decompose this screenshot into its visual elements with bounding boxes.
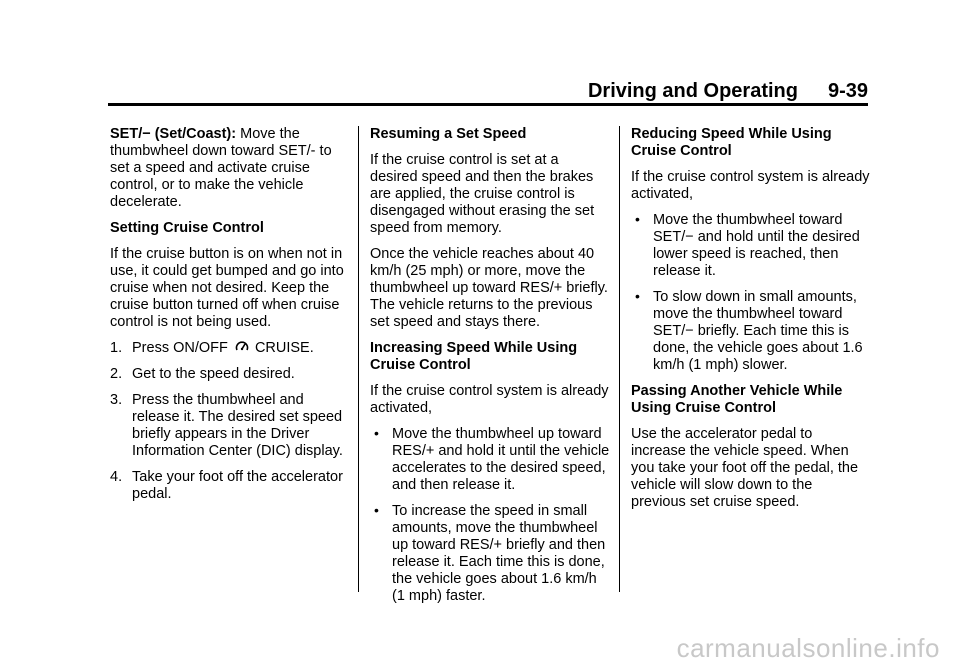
column-divider-2: [619, 126, 620, 592]
resuming-speed-heading: Resuming a Set Speed: [370, 126, 527, 142]
step-number: 2.: [110, 366, 123, 382]
step-text: Press the thumbwheel and release it. The desired set speed briefly appears in the Driver Information Center (DIC) display.: [132, 392, 343, 459]
step-text-suffix: CRUISE.: [254, 340, 314, 356]
page-number: 9-39: [827, 80, 868, 102]
step-1: [110, 340, 350, 357]
list-item: [370, 503, 610, 605]
reducing-intro: If the cruise control system is already activated,: [631, 169, 870, 202]
section-title: Driving and Operating: [587, 80, 798, 102]
passing-vehicle-heading: Passing Another Vehicle While Using Cruise Control: [631, 383, 843, 416]
bullet-icon: •: [635, 288, 640, 304]
set-coast-paragraph: [110, 126, 350, 211]
column-2: [370, 126, 610, 614]
step-number: 4.: [110, 469, 123, 485]
resuming-paragraph-2: Once the vehicle reaches about 40 km/h (25 mph) or more, move the thumbwheel up toward RES/+ briefly. The vehicle returns to the previous set speed and stays there.: [370, 246, 608, 330]
set-coast-text: Move the thumbwheel down toward SET/- to set a speed and activate cruise control, or to make the vehicle decelerate.: [110, 126, 332, 210]
list-item-text: To slow down in small amounts, move the thumbwheel toward SET/− briefly. Each time this is done, the vehicle goes about 1.6 km/h (1 mph) slower.: [653, 289, 863, 373]
set-coast-term: SET/− (Set/Coast):: [110, 126, 237, 142]
step-4: [110, 469, 350, 503]
setting-cruise-heading: Setting Cruise Control: [110, 220, 264, 236]
increasing-speed-heading: Increasing Speed While Using Cruise Control: [370, 340, 578, 373]
step-number: 1.: [110, 340, 123, 356]
header-rule: [108, 103, 868, 106]
list-item: [631, 289, 871, 374]
list-item-text: Move the thumbwheel toward SET/− and hold until the desired lower speed is reached, then release it.: [653, 212, 860, 279]
passing-paragraph: Use the accelerator pedal to increase the vehicle speed. When you take your foot off the pedal, the vehicle will slow down to the previous set cruise speed.: [631, 426, 859, 510]
bullet-icon: •: [374, 502, 379, 518]
step-2: [110, 366, 350, 383]
column-3: [631, 126, 871, 520]
column-1: [110, 126, 350, 512]
bullet-icon: •: [374, 425, 379, 441]
cruise-control-icon: [235, 340, 249, 353]
step-3: [110, 392, 350, 460]
watermark: carmanualsonline.info: [676, 633, 940, 663]
list-item: [631, 212, 871, 280]
column-divider-1: [358, 126, 359, 592]
increasing-intro: If the cruise control system is already activated,: [370, 383, 609, 416]
step-text: Take your foot off the accelerator pedal.: [132, 469, 343, 502]
bullet-icon: •: [635, 211, 640, 227]
resuming-paragraph-1: If the cruise control is set at a desired speed and then the brakes are applied, the cruise control is disengaged without erasing the set speed from memory.: [370, 152, 595, 236]
list-item-text: To increase the speed in small amounts, move the thumbwheel up toward RES/+ briefly and then release it. Each time this is done, the vehicle goes about 1.6 km/h (1 mph) faster.: [392, 503, 606, 604]
list-item: [370, 426, 610, 494]
reducing-speed-heading: Reducing Speed While Using Cruise Control: [631, 126, 832, 159]
step-text: Press ON/OFF: [132, 340, 228, 356]
setting-cruise-paragraph: If the cruise button is on when not in use, it could get bumped and go into cruise when not desired. Keep the cruise button turned off when cruise control is not being used.: [110, 246, 344, 330]
step-number: 3.: [110, 392, 123, 408]
step-text: Get to the speed desired.: [132, 366, 295, 382]
list-item-text: Move the thumbwheel up toward RES/+ and hold it until the vehicle accelerates to the desired speed, and then release it.: [392, 426, 610, 493]
